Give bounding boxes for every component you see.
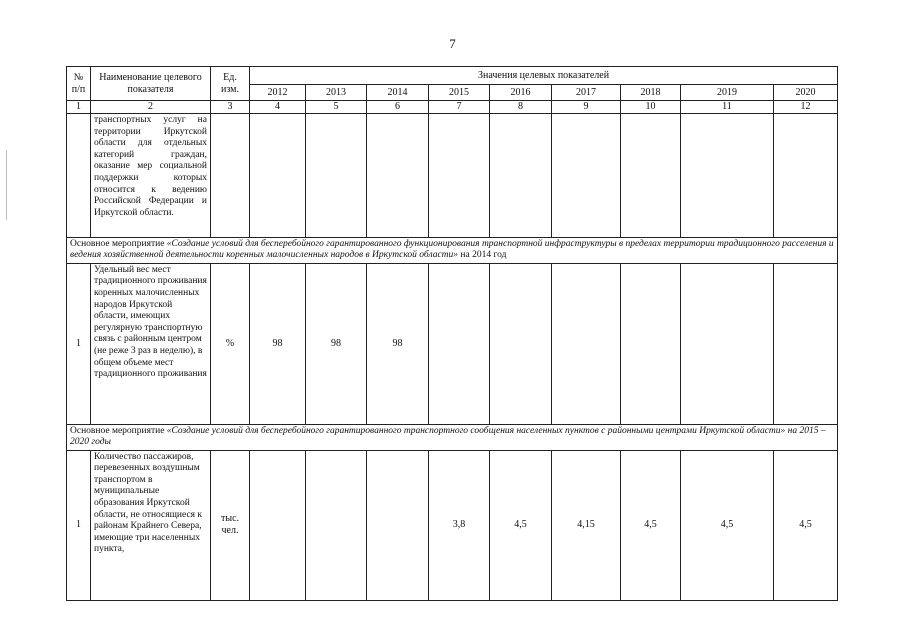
header-year: 2013 <box>306 85 367 101</box>
value-cell: 4,5 <box>681 450 774 600</box>
header-year: 2015 <box>429 85 490 101</box>
row-num: 1 <box>67 450 91 600</box>
value-cell: 98 <box>306 263 367 424</box>
col-number: 5 <box>306 101 367 114</box>
col-number: 12 <box>774 101 838 114</box>
header-year: 2019 <box>681 85 774 101</box>
header-values: Значения целевых показателей <box>250 67 838 85</box>
page-number: 7 <box>449 36 456 51</box>
value-cell <box>367 114 429 238</box>
header-year: 2016 <box>490 85 552 101</box>
indicator-unit: % <box>211 263 250 424</box>
header-unit: Ед. изм. <box>211 67 250 101</box>
value-cell <box>490 114 552 238</box>
value-cell: 98 <box>250 263 306 424</box>
col-number: 3 <box>211 101 250 114</box>
col-number: 10 <box>621 101 681 114</box>
header-year: 2014 <box>367 85 429 101</box>
col-number: 8 <box>490 101 552 114</box>
col-number: 11 <box>681 101 774 114</box>
header-row-col-numbers <box>67 101 838 114</box>
header-name: Наименование целевого показателя <box>91 67 211 101</box>
row-num <box>67 114 91 238</box>
event-row <box>67 424 838 450</box>
value-cell: 4,5 <box>621 450 681 600</box>
header-year: 2017 <box>552 85 621 101</box>
value-cell <box>621 114 681 238</box>
header-year: 2012 <box>250 85 306 101</box>
row-num: 1 <box>67 263 91 424</box>
header-year: 2018 <box>621 85 681 101</box>
value-cell <box>552 263 621 424</box>
value-cell <box>681 114 774 238</box>
target-indicators-table <box>66 66 838 601</box>
indicator-name: Количество пассажиров, перевезенных воздушным транспортом в муниципальные образования Иркутской области, не относящиеся к районам Крайнего Севера, имеющие три населенных пункта, <box>91 450 211 600</box>
col-number: 7 <box>429 101 490 114</box>
indicator-name: Удельный вес мест традиционного проживания коренных малочисленных народов Иркутской области, имеющих регулярную транспортную связь с районным центром (не реже 3 раз в неделю), в общем объеме мест традиционного проживания <box>91 263 211 424</box>
value-cell <box>250 114 306 238</box>
value-cell: 4,5 <box>774 450 838 600</box>
col-number: 4 <box>250 101 306 114</box>
event-title: «Создание условий для бесперебойного гарантированного функционирования транспортной инфраструктуры в пределах территории традиционного расселения и ведения хозяйственной деятельности коренных малочисленных народов в Иркутской области» <box>70 239 834 261</box>
value-cell: 3,8 <box>429 450 490 600</box>
value-cell <box>429 114 490 238</box>
value-cell <box>250 450 306 600</box>
value-cell <box>552 114 621 238</box>
value-cell <box>306 450 367 600</box>
indicator-row <box>67 114 838 238</box>
col-number: 1 <box>67 101 91 114</box>
scan-edge-mark <box>6 150 7 220</box>
indicator-name: транспортных услуг на территории Иркутской области для отдельных категорий граждан, оказание мер социальной поддержки которых относится к ведению Российской Федерации и Иркутской области. <box>91 114 211 238</box>
main-event-text <box>67 424 838 450</box>
indicator-row <box>67 450 838 600</box>
indicator-unit <box>211 114 250 238</box>
col-number: 6 <box>367 101 429 114</box>
event-prefix: Основное мероприятие <box>70 239 167 249</box>
indicator-row <box>67 263 838 424</box>
indicator-unit: тыс. чел. <box>211 450 250 600</box>
col-number: 2 <box>91 101 211 114</box>
value-cell <box>367 450 429 600</box>
value-cell <box>490 263 552 424</box>
value-cell <box>306 114 367 238</box>
event-suffix: на 2014 год <box>458 250 507 261</box>
col-number: 9 <box>552 101 621 114</box>
value-cell: 4,5 <box>490 450 552 600</box>
value-cell <box>429 263 490 424</box>
value-cell <box>621 263 681 424</box>
event-prefix: Основное мероприятие <box>70 425 167 436</box>
value-cell: 98 <box>367 263 429 424</box>
value-cell: 4,15 <box>552 450 621 600</box>
event-row <box>67 238 838 264</box>
header-year: 2020 <box>774 85 838 101</box>
value-cell <box>774 114 838 238</box>
value-cell <box>681 263 774 424</box>
header-row-1 <box>67 67 838 85</box>
event-title: «Создание условий для бесперебойного гарантированного транспортного сообщения населенных пунктов с районными центрами Иркутской области» на 2015 – 2020 годы <box>70 425 826 448</box>
value-cell <box>774 263 838 424</box>
main-event-text <box>67 238 838 264</box>
header-num: № п/п <box>67 67 91 101</box>
